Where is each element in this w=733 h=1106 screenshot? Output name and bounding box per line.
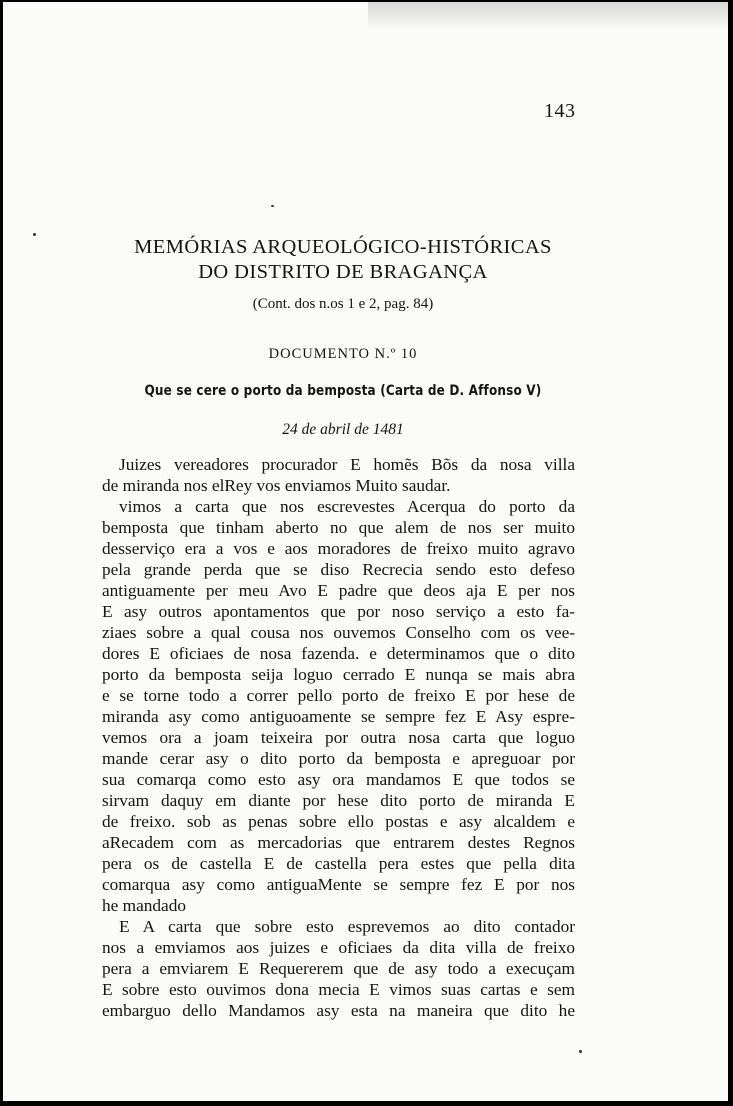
body-line: pera a emviarem E Requererem que de asy todo a execuçam — [102, 959, 575, 978]
body-line: miranda asy como antiguoamente se sempre fez E Asy espre- — [102, 707, 575, 726]
document-heading: Que se cere o porto da bemposta (Carta de D. Affonso V) — [144, 383, 542, 399]
scan-speck — [271, 205, 274, 207]
document-body — [102, 454, 575, 1021]
body-line: de freixo. sob as penas sobre ello postas e asy alcaldem e — [102, 812, 575, 831]
body-line: antiguamente per meu Avo E padre que deos aja E per nos — [102, 581, 575, 600]
scan-smudge — [368, 2, 728, 30]
body-line: he mandado — [102, 896, 186, 915]
document-date: 24 de abril de 1481 — [282, 421, 404, 438]
body-line: embarguo dello Mandamos asy esta na maneira que dito he — [102, 1001, 575, 1020]
scan-speck — [33, 233, 36, 236]
document-page — [3, 2, 728, 1101]
body-line: desserviço era a vos e aos moradores de freixo muito agravo — [102, 539, 575, 558]
body-line: ziaes sobre a qual cousa nos ouvemos Conselho com os vee- — [102, 623, 575, 642]
body-line: e se torne todo a correr pello porto de freixo E por hese de — [102, 686, 575, 705]
body-line: aRecadem com as mercadorias que entrarem destes Regnos — [102, 833, 575, 852]
body-line: pera os de castella E de castella pera estes que pella dita — [102, 854, 575, 873]
page-number: 143 — [544, 100, 576, 122]
body-line: mande cerar asy o dito porto da bemposta e apreguoar por — [102, 749, 575, 768]
page-title — [3, 235, 683, 285]
body-line: de miranda nos elRey vos enviamos Muito saudar. — [102, 476, 451, 495]
body-line: E asy outros apontamentos que por noso serviço a esto fa- — [102, 602, 575, 621]
scan-speck — [579, 1050, 582, 1053]
body-line: E sobre esto ouvimos dona mecia E vimos suas cartas e sem — [102, 980, 575, 999]
body-line: Juizes vereadores procurador E homẽs Bõs da nosa villa — [119, 455, 575, 474]
body-line: dores E oficiaes de nosa fazenda. e determinamos que o dito — [102, 644, 575, 663]
body-line: sua comarqa como esto asy ora mandamos E que todos se — [102, 770, 575, 789]
body-line: pela grande perda que se diso Recrecia sendo esto defeso — [102, 560, 575, 579]
body-line: vemos ora a joam teixeira por outra nosa carta que loguo — [102, 728, 575, 747]
body-line: vimos a carta que nos escrevestes Acerqua do porto da — [119, 497, 575, 516]
title-line-2: DO DISTRITO DE BRAGANÇA — [198, 261, 488, 283]
body-line: E A carta que sobre esto esprevemos ao dito contador — [119, 917, 575, 936]
body-line: comarqua asy como antiguaMente se sempre fez E por nos — [102, 875, 575, 894]
body-line: porto da bemposta seija loguo cerrado E nunqa se mais abra — [102, 665, 575, 684]
body-line: sirvam daquy em diante por hese dito porto de miranda E — [102, 791, 575, 810]
continuation-note: (Cont. dos n.os 1 e 2, pag. 84) — [252, 296, 434, 312]
body-line: bemposta que tinham aberto no que alem de nos ser muito — [102, 518, 575, 537]
document-number: DOCUMENTO N.º 10 — [268, 346, 418, 362]
title-line-1: MEMÓRIAS ARQUEOLÓGICO-HISTÓRICAS — [134, 236, 552, 258]
body-line: nos a emviamos aos juizes e oficiaes da dita villa de freixo — [102, 938, 575, 957]
